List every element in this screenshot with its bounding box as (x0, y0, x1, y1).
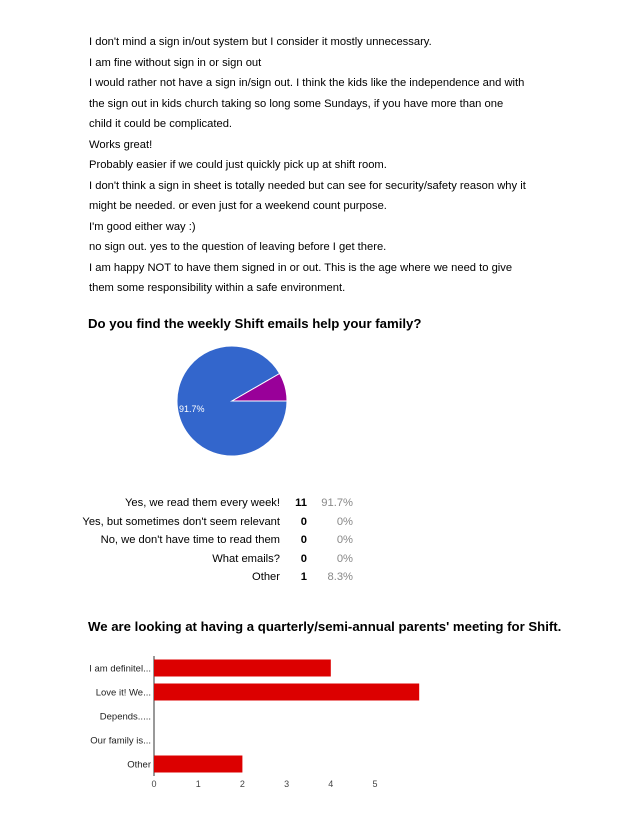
x-tick-label: 1 (195, 779, 201, 789)
response-text: I'm good either way :) (89, 220, 196, 233)
bar-category-label: I am definitel... (89, 663, 151, 675)
response-text: I would rather not have a sign in/sign out. I think the kids like the independence and with the sign out in kids church taking so long some Sundays, if you have more than one child it could be complicated. (89, 77, 525, 130)
response-text: I am happy NOT to have them signed in or out. This is the age where we need to give them some responsibility within a safe environment. (89, 261, 513, 294)
response-text: I don't think a sign in sheet is totally needed but can see for security/safety reason why it might be needed. or even just for a weekend count purpose. (89, 179, 526, 212)
summary-label: What emails? (212, 552, 280, 565)
x-tick-label: 2 (239, 779, 245, 789)
bar-category-label: Our family is... (90, 735, 151, 747)
bar-category-label: Depends..... (99, 711, 151, 723)
response-text: Works great! (89, 138, 153, 151)
response-text: I don't mind a sign in/out system but I consider it mostly unnecessary. (89, 36, 432, 48)
summary-label: No, we don't have time to read them (100, 534, 280, 547)
x-tick-label: 3 (284, 779, 290, 789)
question-title-meeting: We are looking at having a quarterly/semi-annual parents' meeting for Shift. (88, 619, 562, 634)
summary-count: 11 (295, 497, 307, 510)
bar (154, 684, 419, 701)
summary-percent: 8.3% (327, 571, 353, 584)
bar-category-label: Love it! We... (95, 687, 151, 699)
response-text: no sign out. yes to the question of leaving before I get there. (89, 241, 387, 253)
question-title-emails: Do you find the weekly Shift emails help your family? (88, 316, 422, 331)
x-tick-label: 4 (328, 779, 334, 789)
x-tick-label: 5 (372, 779, 378, 789)
bar (154, 756, 242, 773)
bar-category-label: Other (127, 759, 151, 771)
summary-percent: 0% (336, 515, 353, 528)
summary-count: 0 (300, 552, 307, 565)
bar (154, 660, 331, 677)
summary-label: Yes, but sometimes don't seem relevant (82, 515, 280, 528)
summary-percent: 0% (336, 534, 353, 547)
summary-percent: 91.7% (321, 497, 353, 510)
summary-label: Other (252, 571, 280, 584)
summary-label: Yes, we read them every week! (124, 497, 280, 510)
pie-slice-label: 91.7% (179, 404, 205, 414)
summary-count: 1 (300, 571, 307, 584)
response-text: I am fine without sign in or sign out (89, 56, 262, 69)
summary-percent: 0% (336, 552, 353, 565)
response-text: Probably easier if we could just quickly pick up at shift room. (89, 159, 387, 171)
summary-count: 0 (300, 515, 307, 528)
x-tick-label: 0 (151, 779, 157, 789)
summary-count: 0 (300, 534, 307, 547)
